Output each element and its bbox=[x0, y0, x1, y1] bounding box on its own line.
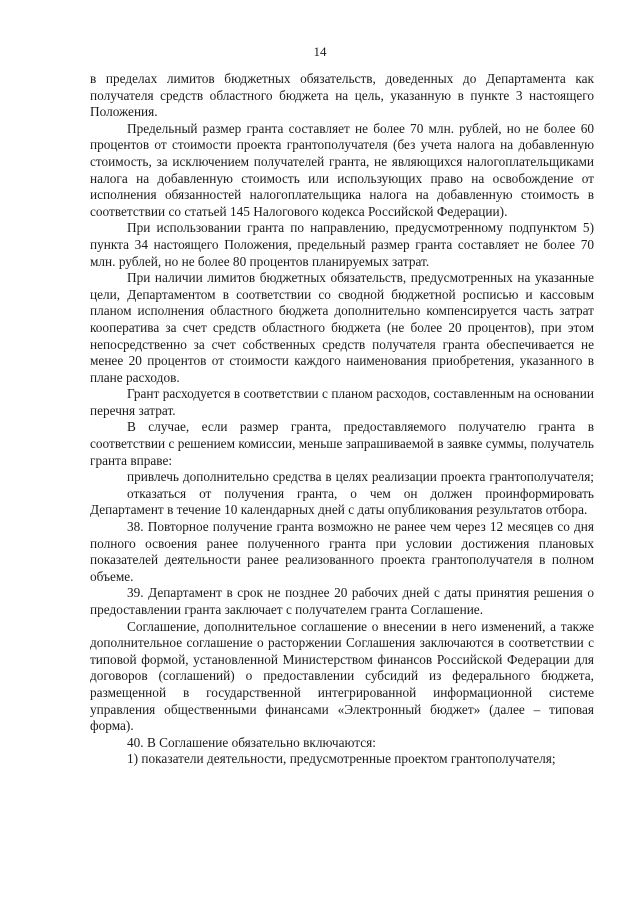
paragraph-item-40: 40. В Соглашение обязательно включаются: bbox=[127, 734, 376, 750]
paragraph-option-attract-funds: привлечь дополнительно средства в целях реализации проекта грантополучателя; bbox=[127, 469, 594, 485]
paragraph-agreement-form: Соглашение, дополнительное соглашение о внесении в него изменений, а также дополнительное соглашение о расторжении Соглашения заключаются в соответствии с типовой формой, установленной Министерством финансов Российской Федерации для договоров (соглашений) о предоставлении субсидий из федерального бюджета, размещенной в государственной интегрированной информационной системе управления общественными финансами «Электронный бюджет» (далее – типовая форма). bbox=[90, 618, 594, 734]
paragraph-budget-compensation: При наличии лимитов бюджетных обязательств, предусмотренных на указанные цели, Департаментом в соответствии со сводной бюджетной росписью и кассовым планом исполнения областного бюджета дополнительно компенсируется часть затрат кооператива за счет средств областного бюджета (не более 20 процентов), при этом непосредственно за счет собственных средств получателя гранта обеспечивается не менее 20 процентов от стоимости каждого наименования приобретения, указанного в плане расходов. bbox=[90, 270, 594, 385]
page-number: 14 bbox=[313, 44, 327, 59]
paragraph-item-38: 38. Повторное получение гранта возможно не ранее чем через 12 месяцев со дня полного освоения ранее полученного гранта при условии достижения плановых показателей деятельности ранее реализованного проекта грантополучателя в полном объеме. bbox=[90, 519, 594, 584]
paragraph-grant-limit: Предельный размер гранта составляет не более 70 млн. рублей, но не более 60 процентов от стоимости проекта грантополучателя (без учета налога на добавленную стоимость, за исключением получателей гранта, не являющихся налогоплательщиками налога на добавленную стоимость или использующих право на освобождение от исполнения обязанностей налогоплательщика налога на добавленную стоимость в соответствии со статьей 145 Налогового кодекса Российской Федерации). bbox=[90, 120, 594, 219]
paragraph-item-39: 39. Департамент в срок не позднее 20 рабочих дней с даты принятия решения о предоставлении гранта заключает с получателем гранта Соглашение. bbox=[90, 585, 594, 617]
paragraph-item-40-1: 1) показатели деятельности, предусмотренные проектом грантополучателя; bbox=[127, 751, 556, 767]
paragraph-grant-direction: При использовании гранта по направлению, предусмотренному подпунктом 5) пункта 34 настоящего Положения, предельный размер гранта составляет не более 70 млн. рублей, но не более 80 процентов планируемых затрат. bbox=[90, 220, 594, 269]
paragraph-continuation: в пределах лимитов бюджетных обязательств, доведенных до Департамента как получателя средств областного бюджета на цель, указанную в пункте 3 настоящего Положения. bbox=[90, 71, 594, 120]
document-body bbox=[90, 71, 594, 768]
paragraph-grant-size-case: В случае, если размер гранта, предоставляемого получателю гранта в соответствии с решением комиссии, меньше запрашиваемой в заявке суммы, получатель гранта вправе: bbox=[90, 419, 594, 468]
paragraph-option-refuse: отказаться от получения гранта, о чем он должен проинформировать Департамент в течение 10 календарных дней с даты опубликования результатов отбора. bbox=[90, 485, 594, 518]
paragraph-grant-spending: Грант расходуется в соответствии с планом расходов, составленным на основании перечня затрат. bbox=[90, 386, 594, 418]
